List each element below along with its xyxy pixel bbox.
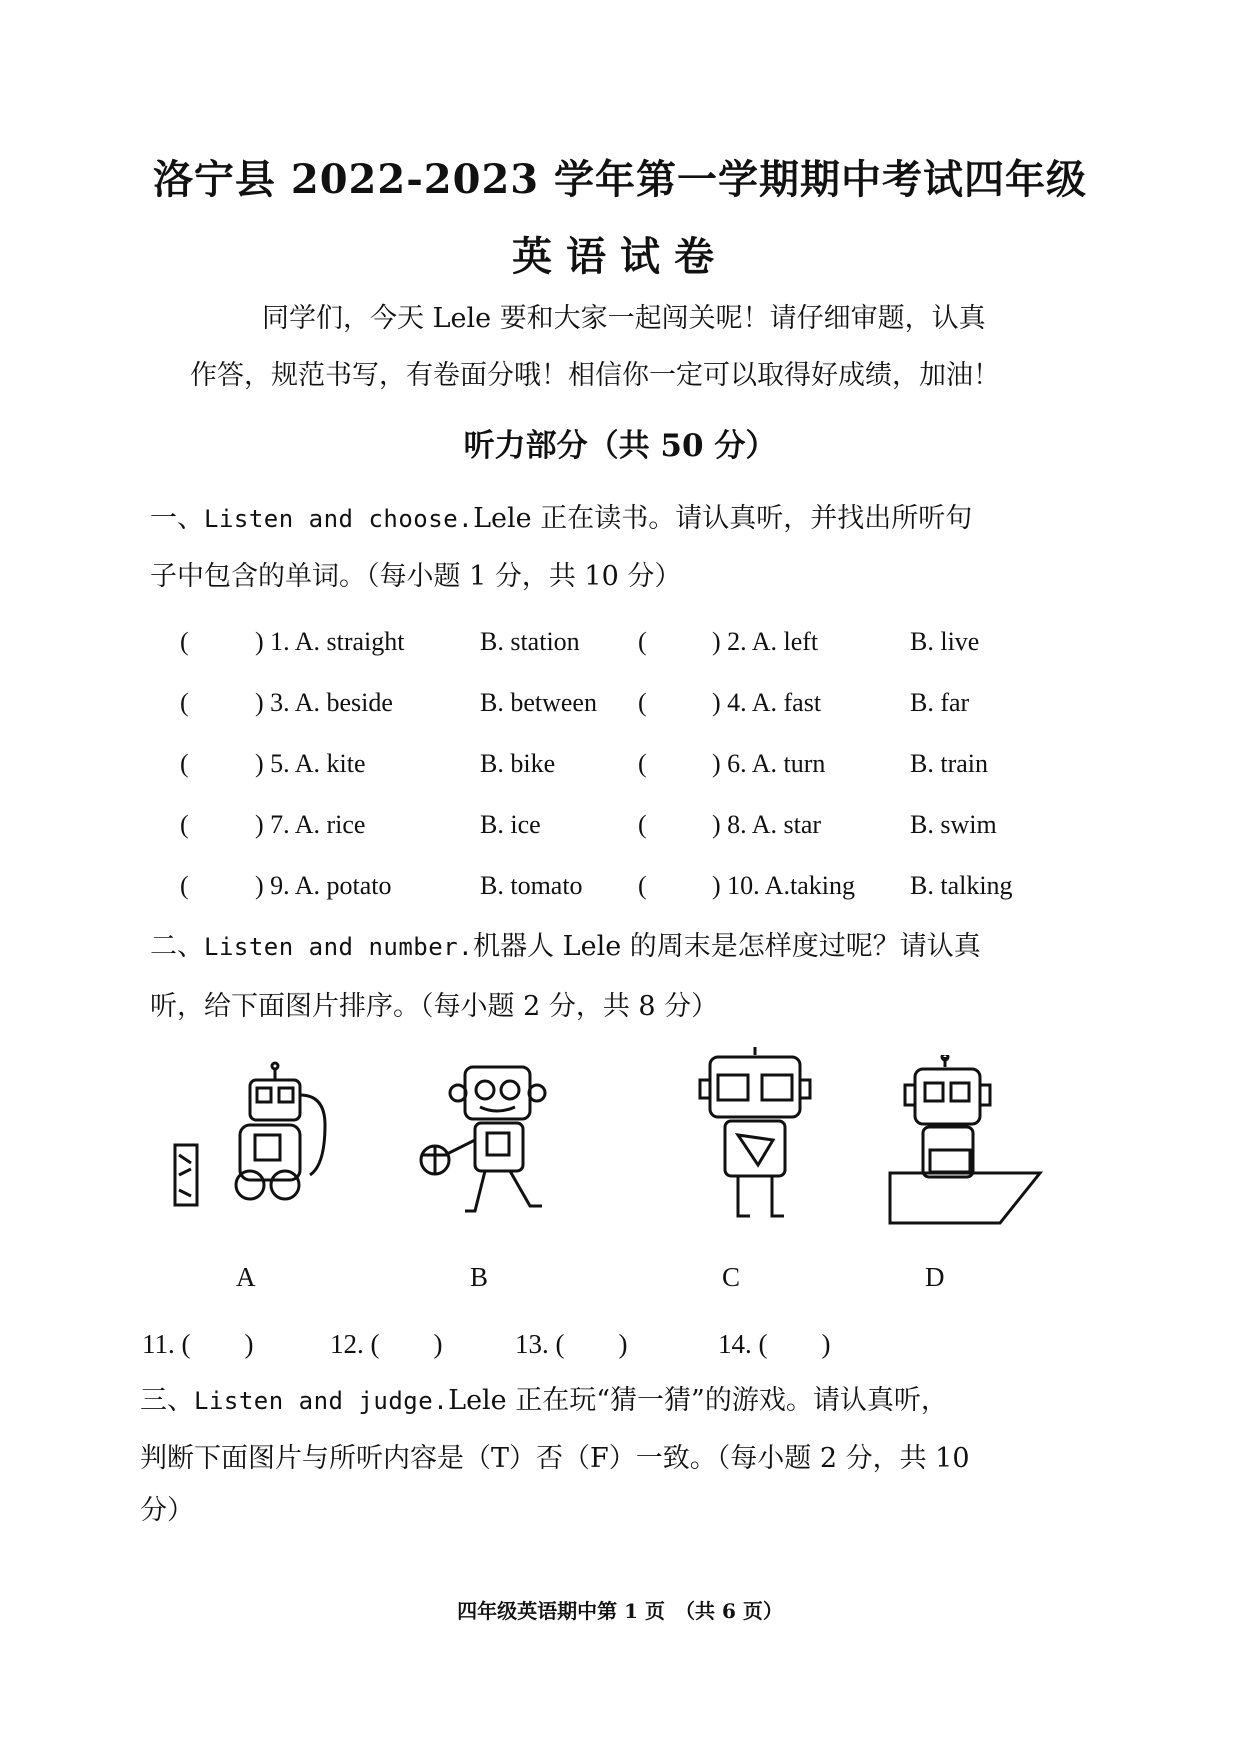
exam-subtitle: 英语试卷 xyxy=(512,233,728,280)
answer-paren[interactable]: ( xyxy=(638,627,647,656)
answer-blank-13[interactable]: 13. ( ) xyxy=(515,1329,628,1359)
part3-heading xyxy=(140,1372,1090,1430)
robot-picture-b xyxy=(410,1055,580,1230)
item-9-option-a: ) 9. A. potato xyxy=(255,871,392,900)
item-5-option-a: ) 5. A. kite xyxy=(255,749,366,778)
item-5-option-b: B. bike xyxy=(480,749,556,778)
item-8-option-a: ) 8. A. star xyxy=(712,810,822,839)
item-3-option-b: B. between xyxy=(480,688,597,717)
part1-cn-instruction: Lele 正在读书。请认真听，并找出所听句 xyxy=(473,503,973,534)
section-title: 听力部分（共 50 分） xyxy=(463,428,777,464)
answer-blank-14[interactable]: 14. ( ) xyxy=(718,1329,831,1359)
part1-en-instruction: Listen and choose. xyxy=(204,505,474,533)
part1-prefix: 一、 xyxy=(150,503,204,534)
part2-en-instruction: Listen and number. xyxy=(204,933,474,961)
item-8-option-b: B. swim xyxy=(910,810,997,839)
part2-cn-instruction: 机器人 Lele 的周末是怎样度过呢？请认真 xyxy=(473,931,981,962)
item-2-option-a: ) 2. A. left xyxy=(712,627,819,656)
answer-paren[interactable]: ( xyxy=(180,810,189,839)
item-4-option-b: B. far xyxy=(910,688,970,717)
answer-paren[interactable]: ( xyxy=(180,688,189,717)
answer-paren[interactable]: ( xyxy=(638,871,647,900)
answer-paren[interactable]: ( xyxy=(180,627,189,656)
answer-paren[interactable]: ( xyxy=(638,688,647,717)
part2-heading-line2: 听，给下面图片排序。（每小题 2 分，共 8 分） xyxy=(150,991,719,1022)
part3-cn-instruction: Lele 正在玩“猜一猜”的游戏。请认真听， xyxy=(448,1385,948,1416)
item-4-option-a: ) 4. A. fast xyxy=(712,688,822,717)
item-7-option-b: B. ice xyxy=(480,810,541,839)
answer-blank-11[interactable]: 11. ( ) xyxy=(142,1329,254,1359)
picture-label-a: A xyxy=(236,1262,256,1292)
part3-prefix: 三、 xyxy=(140,1385,194,1416)
answer-paren[interactable]: ( xyxy=(180,749,189,778)
part3-heading-line3: 分） xyxy=(140,1495,194,1526)
answer-paren[interactable]: ( xyxy=(638,749,647,778)
part2-heading xyxy=(150,918,1100,976)
robot-picture-c xyxy=(680,1045,830,1235)
item-10-option-b: B. talking xyxy=(910,871,1013,900)
part2-prefix: 二、 xyxy=(150,931,204,962)
item-10-option-a: ) 10. A.taking xyxy=(712,871,855,900)
answer-blank-12[interactable]: 12. ( ) xyxy=(330,1329,443,1359)
intro-line-2: 作答，规范书写，有卷面分哦！相信你一定可以取得好成绩，加油！ xyxy=(190,360,1000,391)
part1-heading xyxy=(150,490,1100,548)
item-6-option-a: ) 6. A. turn xyxy=(712,749,826,778)
item-1-option-a: ) 1. A. straight xyxy=(255,627,405,656)
item-2-option-b: B. live xyxy=(910,627,980,656)
answer-paren[interactable]: ( xyxy=(638,810,647,839)
item-6-option-b: B. train xyxy=(910,749,988,778)
picture-label-c: C xyxy=(722,1262,741,1292)
robot-picture-a xyxy=(165,1060,335,1230)
picture-label-b: B xyxy=(470,1262,489,1292)
answer-paren[interactable]: ( xyxy=(180,871,189,900)
part1-heading-line2: 子中包含的单词。（每小题 1 分，共 10 分） xyxy=(150,561,682,592)
page-footer: 四年级英语期中第 1 页 （共 6 页） xyxy=(457,1599,783,1623)
part3-en-instruction: Listen and judge. xyxy=(194,1387,449,1415)
item-3-option-a: ) 3. A. beside xyxy=(255,688,393,717)
exam-title: 洛宁县 2022-2023 学年第一学期期中考试四年级 xyxy=(152,156,1088,203)
picture-label-d: D xyxy=(925,1262,945,1292)
item-1-option-b: B. station xyxy=(480,627,580,656)
robot-picture-d xyxy=(885,1055,1045,1235)
part3-heading-line2: 判断下面图片与所听内容是（T）否（F）一致。（每小题 2 分，共 10 xyxy=(140,1443,970,1474)
item-7-option-a: ) 7. A. rice xyxy=(255,810,366,839)
item-9-option-b: B. tomato xyxy=(480,871,583,900)
intro-line-1: 同学们，今天 Lele 要和大家一起闯关呢！请仔细审题，认真 xyxy=(262,303,986,334)
